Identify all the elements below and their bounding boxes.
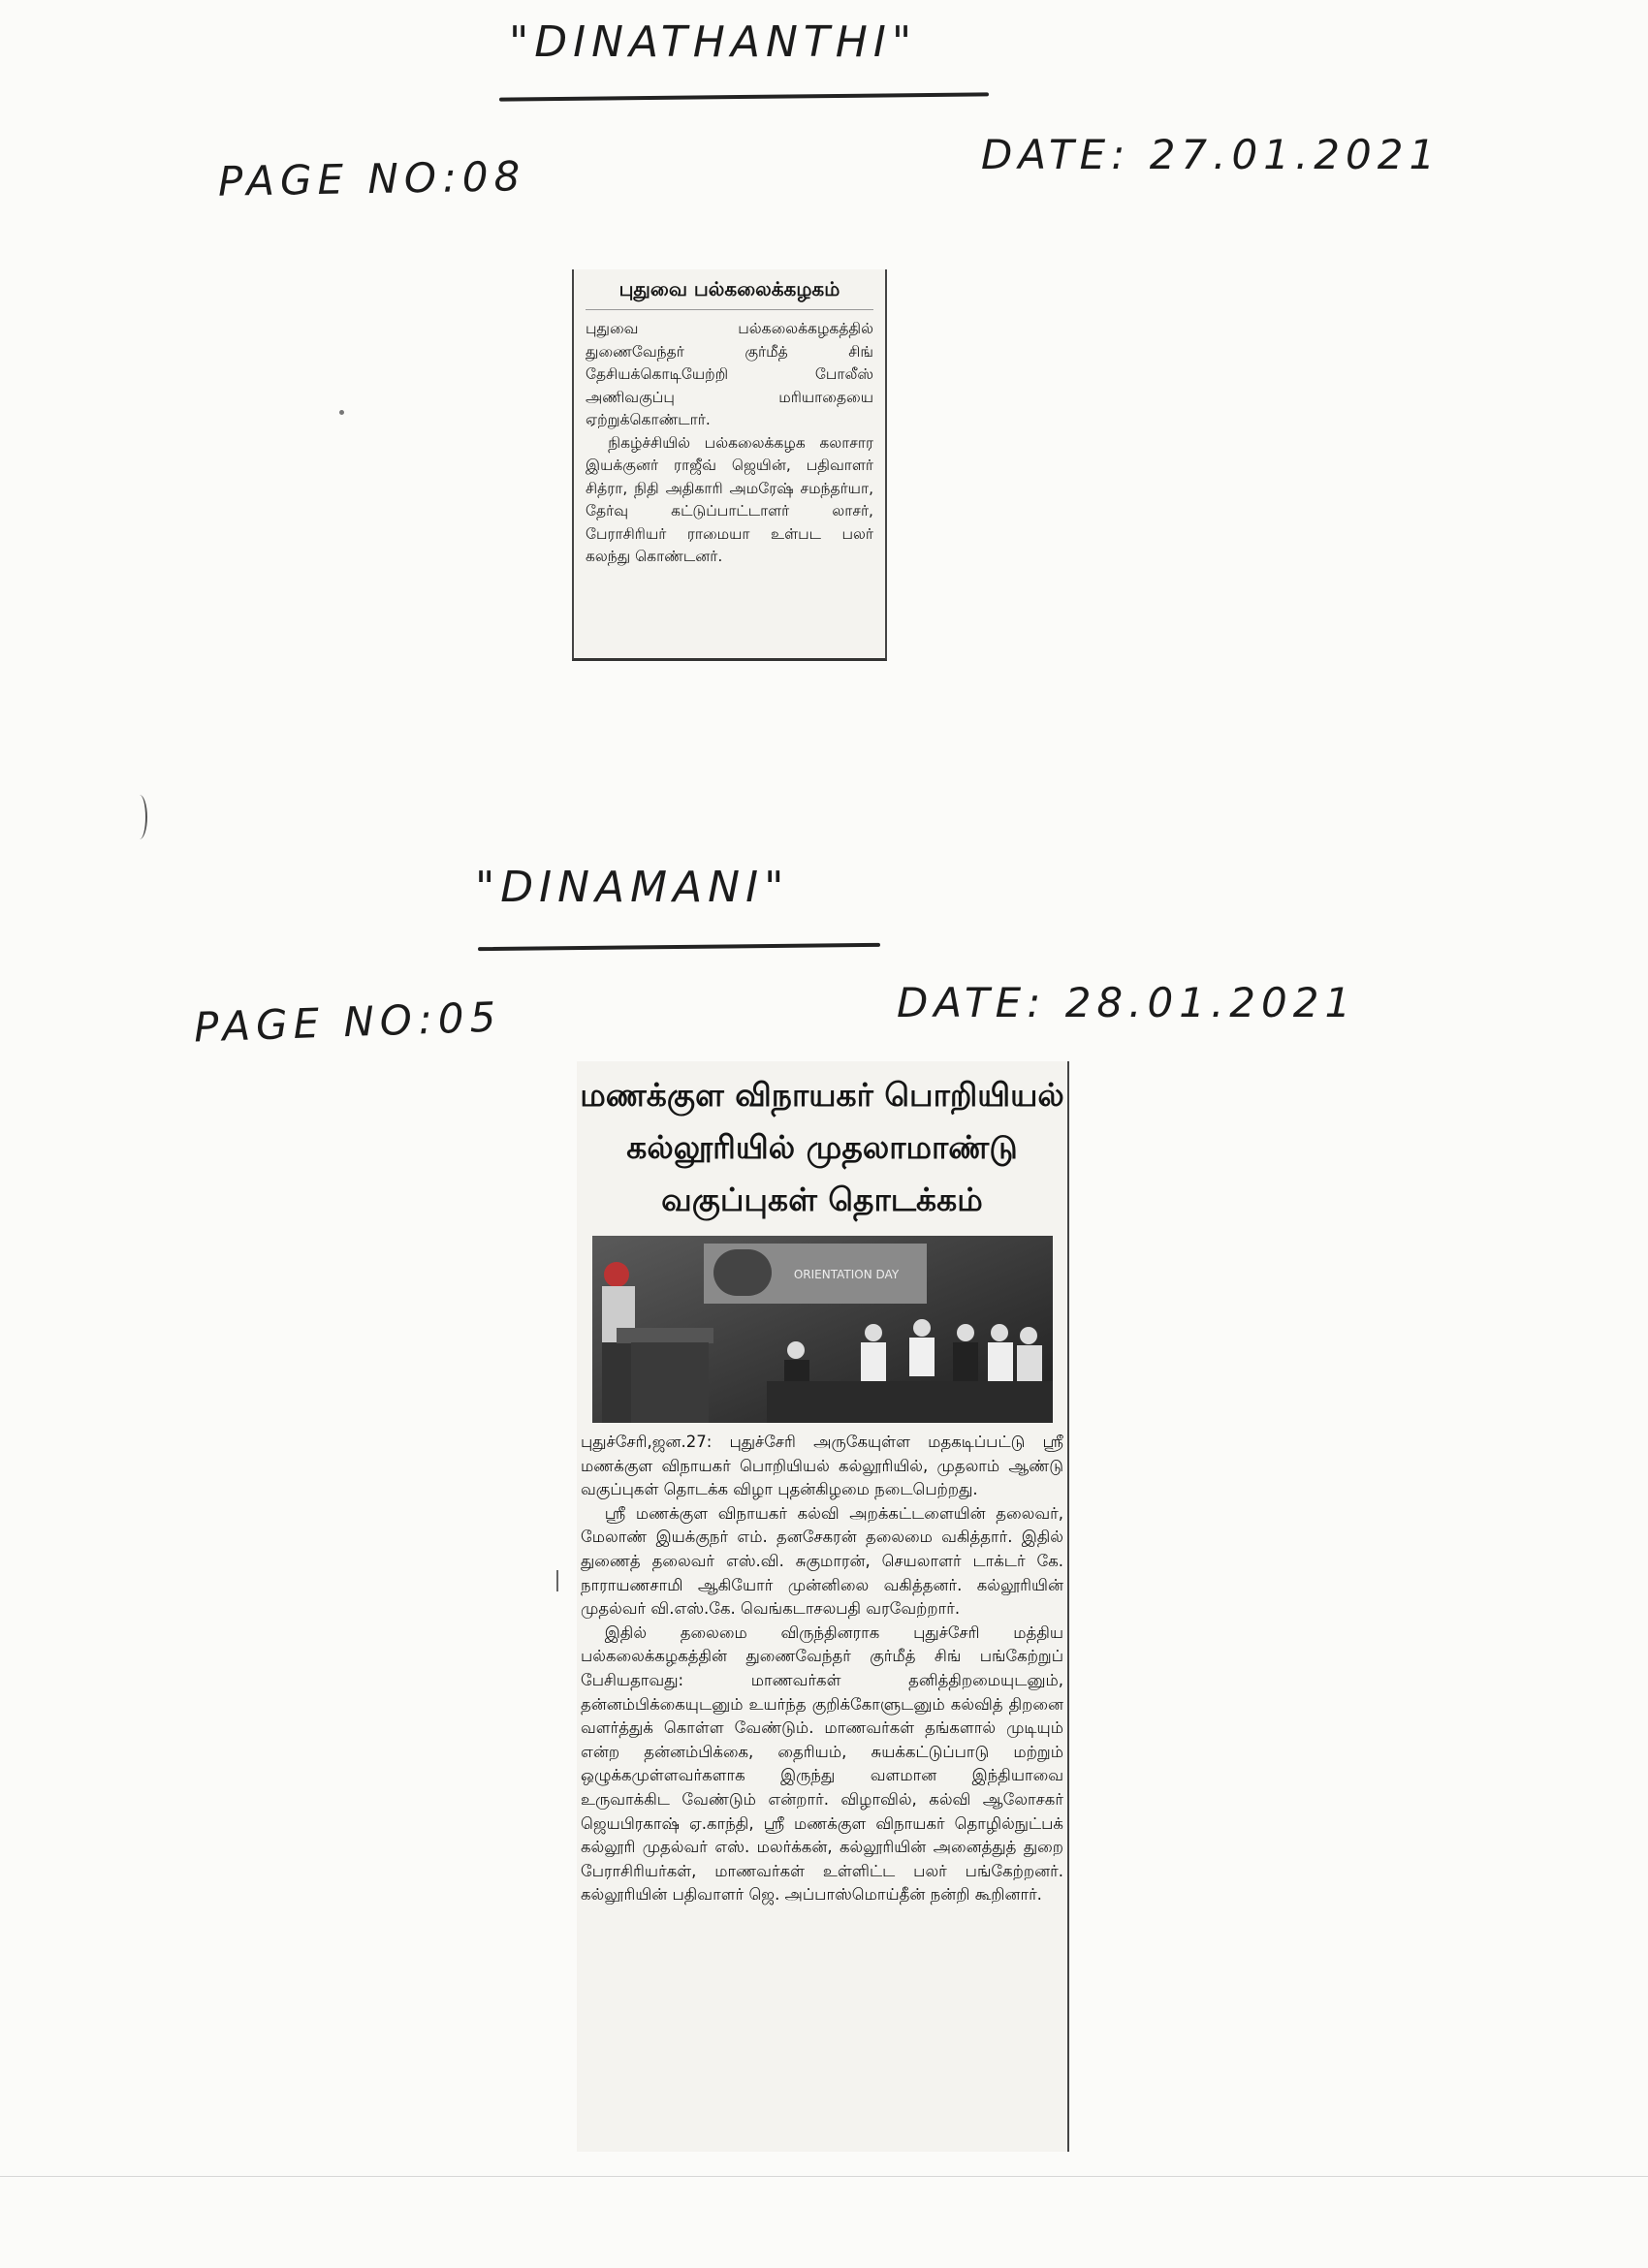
clipping-paragraph: புதுவை பல்கலைக்கழகத்தில் துணைவேந்தர் குர்மீத் சிங் தேசியக்கொடியேற்றி போலீஸ் அணிவகுப்பு மரியாதையை ஏற்றுக்கொண்டார். [586, 320, 873, 428]
clipping-date-1: DATE: 27.01.2021 [981, 131, 1442, 178]
newspaper-name-1: "DINATHANTHI" [509, 17, 918, 67]
pen-stroke-mark [132, 795, 147, 839]
clipping-headline: புதுவை பல்கலைக்கழகம் [586, 277, 873, 310]
headline-line: மணக்குள விநாயகர் பொறியியல் [580, 1076, 1064, 1114]
newspaper-name-2: "DINAMANI" [475, 863, 790, 912]
event-photo-illustration [592, 1236, 1053, 1423]
photo-banner-text: ORIENTATION DAY [793, 1268, 899, 1281]
scan-edge-line [0, 2176, 1648, 2177]
clipping-paragraph: ஸ்ரீ மணக்குள விநாயகர் கல்வி அறக்கட்டளையின் தலைவர், மேலாண் இயக்குநர் எம். தனசேகரன் தலைமை வகித்தார். இதில் துணைத் தலைவர் எஸ்.வி. சுகுமாரன், செயலாளர் டாக்டர் கே. நாராயணசாமி ஆகியோர் முன்னிலை வகித்தனர். கல்லூரியின் முதல்வர் வி.எஸ்.கே. வெங்கடாசலபதி வரவேற்றார். [581, 1503, 1063, 1619]
headline-line: கல்லூரியில் முதலாமாண்டு [626, 1128, 1018, 1166]
stage-table [767, 1381, 1053, 1423]
page-number-2: PAGE NO:05 [193, 992, 503, 1052]
page-number-1: PAGE NO:08 [217, 152, 526, 205]
newspaper-underline-1 [499, 92, 989, 101]
ink-dot-mark [339, 410, 344, 415]
clipping-headline [577, 1069, 1067, 1226]
clipping-body [577, 1423, 1067, 1907]
news-clipping-dinamani [577, 1061, 1069, 2152]
clipping-paragraph: நிகழ்ச்சியில் பல்கலைக்கழக கலாசார இயக்குனர் ராஜீவ் ஜெயின், பதிவாளர் சித்ரா, நிதி அதிகாரி அமரேஷ் சமந்தர்யா, தேர்வு கட்டுப்பாட்டாளர் லாசர், பேராசிரியர் ராமையா உள்பட பலர் கலந்து கொண்டனர். [586, 433, 873, 565]
news-clipping-dinathanthi [572, 269, 887, 661]
clipping-paragraph: இதில் தலைமை விருந்தினராக புதுச்சேரி மத்திய பல்கலைக்கழகத்தின் துணைவேந்தர் குர்மீத் சிங் பங்கேற்றுப் பேசியதாவது: மாணவர்கள் தனித்திறமையுடனும், தன்னம்பிக்கையுடனும் உயர்ந்த குறிக்கோளுடனும் கல்வித் திறனை வளர்த்துக் கொள்ள வேண்டும். மாணவர்கள் தங்களால் முடியும் என்ற தன்னம்பிக்கை, தைரியம், சுயக்கட்டுப்பாடு மற்றும் ஒழுக்கமுள்ளவர்களாக இருந்து வளமான இந்தியாவை உருவாக்கிட வேண்டும் என்றார். விழாவில், கல்வி ஆலோசகர் ஜெயபிரகாஷ் ஏ.காந்தி, ஸ்ரீ மணக்குள விநாயகர் தொழில்நுட்பக் கல்லூரி முதல்வர் எஸ். மலர்க்கன், கல்லூரியின் அனைத்துத் துறை பேராசிரியர்கள், மாணவர்கள் உள்ளிட்ட பலர் பங்கேற்றனர். கல்லூரியின் பதிவாளர் ஜெ. அப்பாஸ்மொய்தீன் நன்றி கூறினார். [581, 1622, 1063, 1905]
clipping-date-2: DATE: 28.01.2021 [897, 979, 1357, 1026]
podium [631, 1342, 709, 1423]
headline-line: வகுப்புகள் தொடக்கம் [661, 1181, 983, 1218]
pen-stroke-mark [556, 1570, 558, 1591]
clipping-paragraph: புதுச்சேரி,ஜன.27: புதுச்சேரி அருகேயுள்ள மதகடிப்பட்டு ஸ்ரீ மணக்குள விநாயகர் பொறியியல் கல்லூரியில், முதலாம் ஆண்டு வகுப்புகள் தொடக்க விழா புதன்கிழமை நடைபெற்றது. [581, 1433, 1063, 1499]
newspaper-underline-2 [478, 943, 880, 951]
event-photo [592, 1236, 1053, 1423]
